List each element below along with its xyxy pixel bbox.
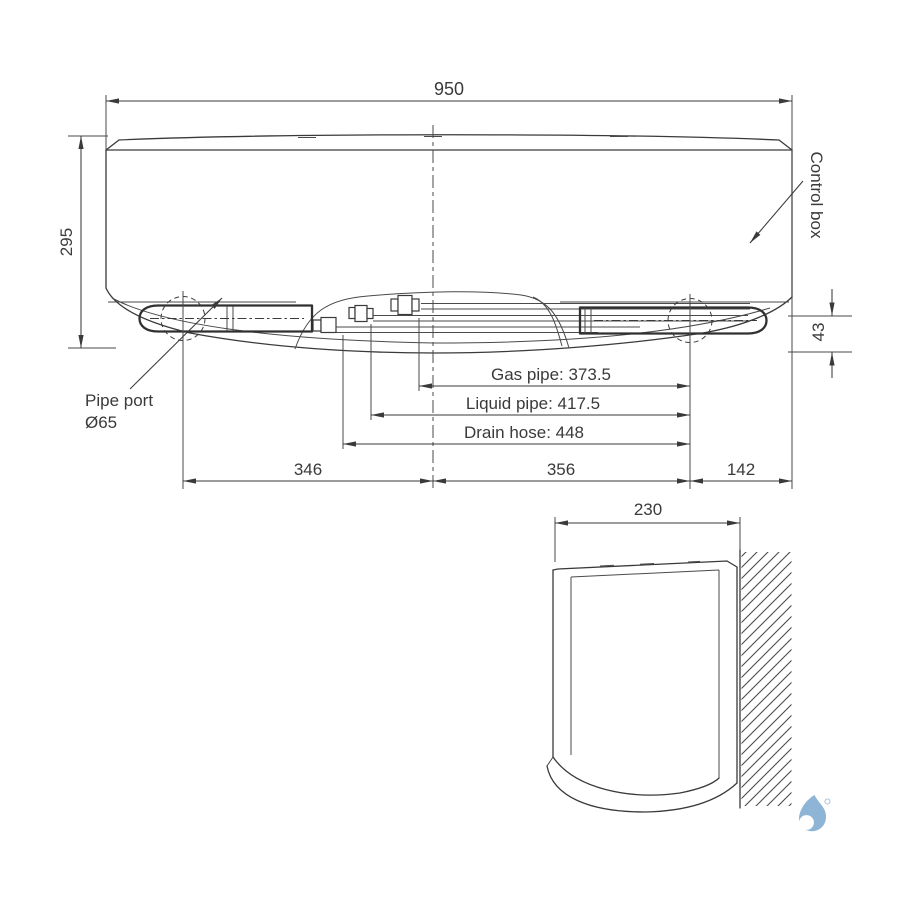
drain-hose-label: Drain hose: 448: [463, 423, 585, 442]
pipe-port-label: Pipe port: [85, 391, 154, 410]
side-view: [547, 500, 792, 812]
gas-pipe-fitting: [391, 296, 419, 315]
left-pipe-pocket: [140, 306, 313, 332]
side-view-unit: [547, 561, 737, 812]
front-view-dimensions: [57, 79, 852, 490]
dim-offset-left-label: 346: [293, 460, 323, 479]
control-box-leader: [750, 181, 803, 243]
registered-mark: [825, 799, 830, 804]
dim-offset-center-label: 356: [546, 460, 576, 479]
dim-height-label: 295: [57, 227, 76, 257]
liquid-pipe-label: Liquid pipe: 417.5: [465, 394, 601, 413]
water-drop-logo: [799, 795, 830, 831]
drain-hose-fitting: [313, 318, 336, 333]
liquid-pipe-fitting: [349, 306, 373, 322]
front-view-unit: [106, 135, 792, 353]
dim-corner-height-label: 43: [809, 322, 828, 342]
unit-top-panel: [106, 135, 792, 150]
dim-depth-label: 230: [633, 500, 663, 519]
wall-hatching: [742, 552, 792, 806]
dim-offset-right-label: 142: [726, 460, 756, 479]
gas-pipe-label: Gas pipe: 373.5: [490, 365, 612, 384]
pipe-port-diameter-label: Ø65: [85, 413, 118, 432]
control-box-label: Control box: [807, 151, 826, 239]
pipe-port-leader: [130, 298, 222, 389]
dim-width-label: 950: [433, 79, 465, 99]
